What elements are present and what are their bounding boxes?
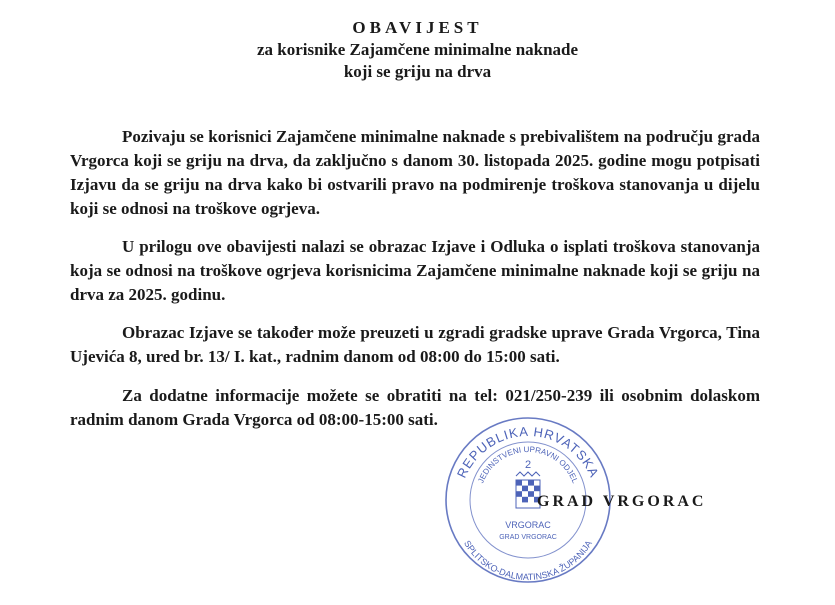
stamp-county: SPLITSKO-DALMATINSKA ŽUPANIJA	[462, 538, 594, 583]
notice-title: OBAVIJEST	[352, 18, 483, 37]
signature-grad-vrgorac: GRAD VRGORAC	[537, 493, 707, 510]
stamp-city: VRGORAC	[505, 520, 551, 530]
paragraph-attachment: U prilogu ove obavijesti nalazi se obrazac Izjave i Odluka o isplati troškova stanovanja koja se odnosi na troškove ogrjeva korisnicima Zajamčene minimalne naknade koji se griju na drva za 2025. godinu.	[70, 237, 760, 304]
stamp-number: 2	[524, 459, 532, 471]
notice-subtitle-line1: za korisnike Zajamčene minimalne naknade	[256, 40, 579, 59]
paragraph-contact: Za dodatne informacije možete se obratiti na tel: 021/250-239 ili osobnim dolaskom radnim danom Grada Vrgorca od 08:00-15:00 sati.	[70, 386, 760, 429]
paragraph-form-pickup: Obrazac Izjave se također može preuzeti u zgradi gradske uprave Grada Vrgorca, Tina Ujevića 8, ured br. 13/ I. kat., radnim danom od 08:00 do 15:00 sati.	[70, 323, 760, 366]
stamp-outer-text: REPUBLIKA HRVATSKA	[453, 423, 603, 481]
stamp-grad: GRAD VRGORAC	[499, 534, 557, 541]
notice-subtitle-line2: koji se griju na drva	[343, 62, 492, 81]
paragraph-invitation: Pozivaju se korisnici Zajamčene minimalne naknade s prebivalištem na području grada Vrgorca koji se griju na drva, da zaključno s danom 30. listopada 2025. godine mogu potpisati Izjavu da se griju na drva kako bi ostvarili pravo na podmirenje troškova stanovanja u dijelu koji se odnosi na troškove ogrjeva.	[70, 127, 760, 218]
stamp-inner-text: JEDINSTVENI UPRAVNI ODJEL	[476, 444, 580, 485]
